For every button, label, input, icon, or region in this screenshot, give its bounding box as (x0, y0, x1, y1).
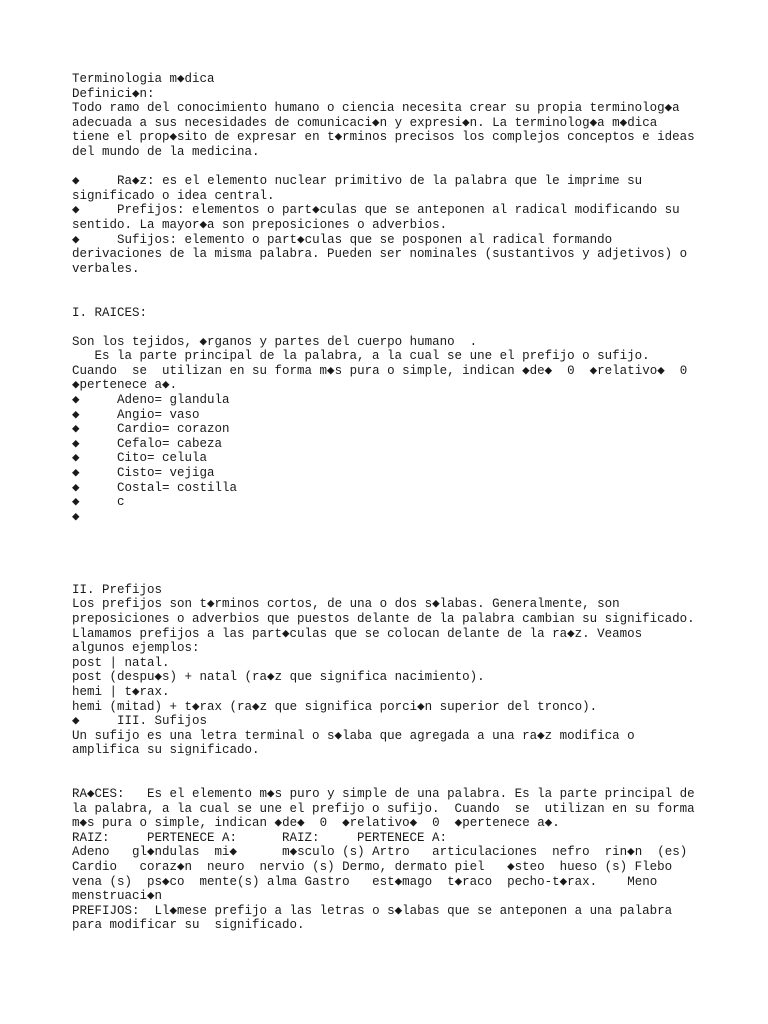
blank-space (72, 758, 702, 787)
text-line: hemi | t◆rax. (72, 684, 170, 699)
text-line: ◆ III. Sufijos (72, 714, 208, 729)
text-line: ◆ Sufijos: elemento o part◆culas que se posponen al radical formando (72, 232, 613, 247)
text-line: la palabra, a la cual se une el prefijo o sufijo. Cuando se utilizan en su forma (72, 801, 695, 816)
text-line: vena (s) ps◆co mente(s) alma Gastro est◆mago t◆raco pecho-t◆rax. Meno (72, 874, 658, 889)
text-line: ◆pertenece a◆. (72, 378, 178, 393)
text-line: para modificar su significado. (72, 918, 305, 933)
text-line: ◆ Cisto= vejiga (72, 466, 215, 481)
text-line: sentido. La mayor◆a son preposiciones o adverbios. (72, 217, 448, 232)
text-line: RA◆CES: Es el elemento m◆s puro y simple de una palabra. Es la parte principal de (72, 787, 695, 802)
blank-space (72, 160, 702, 175)
text-line: significado o idea central. (72, 188, 275, 203)
text-line: verbales. (72, 261, 140, 276)
text-line: ◆ Costal= costilla (72, 480, 238, 495)
document-body (72, 72, 702, 933)
text-line: Todo ramo del conocimiento humano o ciencia necesita crear su propia terminolog◆a (72, 101, 680, 116)
text-line: derivaciones de la misma palabra. Pueden ser nominales (sustantivos y adjetivos) o (72, 247, 688, 262)
text-line: m◆s pura o simple, indican ◆de◆ 0 ◆relativo◆ 0 ◆pertenece a◆. (72, 816, 560, 831)
text-line: amplifica su significado. (72, 743, 260, 758)
text-line: I. RAICES: (72, 305, 148, 320)
text-line: Cuando se utilizan en su forma m◆s pura o simple, indican ◆de◆ 0 ◆relativo◆ 0 (72, 363, 688, 378)
text-line: tiene el prop◆sito de expresar en t◆rminos precisos los complejos conceptos e ideas (72, 130, 695, 145)
text-line: Son los tejidos, ◆rganos y partes del cuerpo humano . (72, 334, 478, 349)
text-line: post (despu◆s) + natal (ra◆z que significa nacimiento). (72, 670, 485, 685)
text-line: Es la parte principal de la palabra, a la cual se une el prefijo o sufijo. (72, 349, 650, 364)
text-line: Definici◆n: (72, 86, 155, 101)
text-line: Cardio coraz◆n neuro nervio (s) Dermo, dermato piel ◆steo hueso (s) Flebo (72, 860, 673, 875)
text-line: algunos ejemplos: (72, 641, 200, 656)
text-line: ◆ Cefalo= cabeza (72, 436, 223, 451)
text-line: preposiciones o adverbios que puestos delante de la palabra cambian su significado. (72, 611, 695, 626)
text-line: Los prefijos son t◆rminos cortos, de una o dos s◆labas. Generalmente, son (72, 597, 620, 612)
text-line: Terminologia m◆dica (72, 72, 215, 86)
text-line: hemi (mitad) + t◆rax (ra◆z que significa porci◆n superior del tronco). (72, 699, 598, 714)
blank-space (72, 276, 702, 305)
text-line: Un sufijo es una letra terminal o s◆laba que agregada a una ra◆z modifica o (72, 728, 635, 743)
text-line: ◆ Cito= celula (72, 451, 208, 466)
text-line: RAIZ: PERTENECE A: RAIZ: PERTENECE A: (72, 830, 448, 845)
text-line: del mundo de la medicina. (72, 144, 260, 159)
text-line: Adeno gl◆ndulas mi◆ m◆sculo (s) Artro articulaciones nefro rin◆n (es) (72, 845, 688, 860)
blank-space (72, 524, 702, 582)
text-line: ◆ Ra◆z: es el elemento nuclear primitivo de la palabra que le imprime su (72, 174, 643, 189)
text-line: II. Prefijos (72, 582, 163, 597)
text-line: post | natal. (72, 655, 170, 670)
text-line: adecuada a sus necesidades de comunicaci◆n y expresi◆n. La terminolog◆a m◆dica (72, 115, 658, 130)
text-line: PREFIJOS: Ll◆mese prefijo a las letras o s◆labas que se anteponen a una palabra (72, 903, 673, 918)
text-line: menstruaci◆n (72, 889, 163, 904)
blank-space (72, 320, 702, 335)
text-line: ◆ Adeno= glandula (72, 393, 230, 408)
text-line: ◆ (72, 509, 80, 524)
text-line: ◆ c (72, 495, 125, 510)
text-line: Llamamos prefijos a las part◆culas que se colocan delante de la ra◆z. Veamos (72, 626, 643, 641)
text-line: ◆ Prefijos: elementos o part◆culas que se anteponen al radical modificando su (72, 203, 680, 218)
text-line: ◆ Cardio= corazon (72, 422, 230, 437)
text-line: ◆ Angio= vaso (72, 407, 200, 422)
